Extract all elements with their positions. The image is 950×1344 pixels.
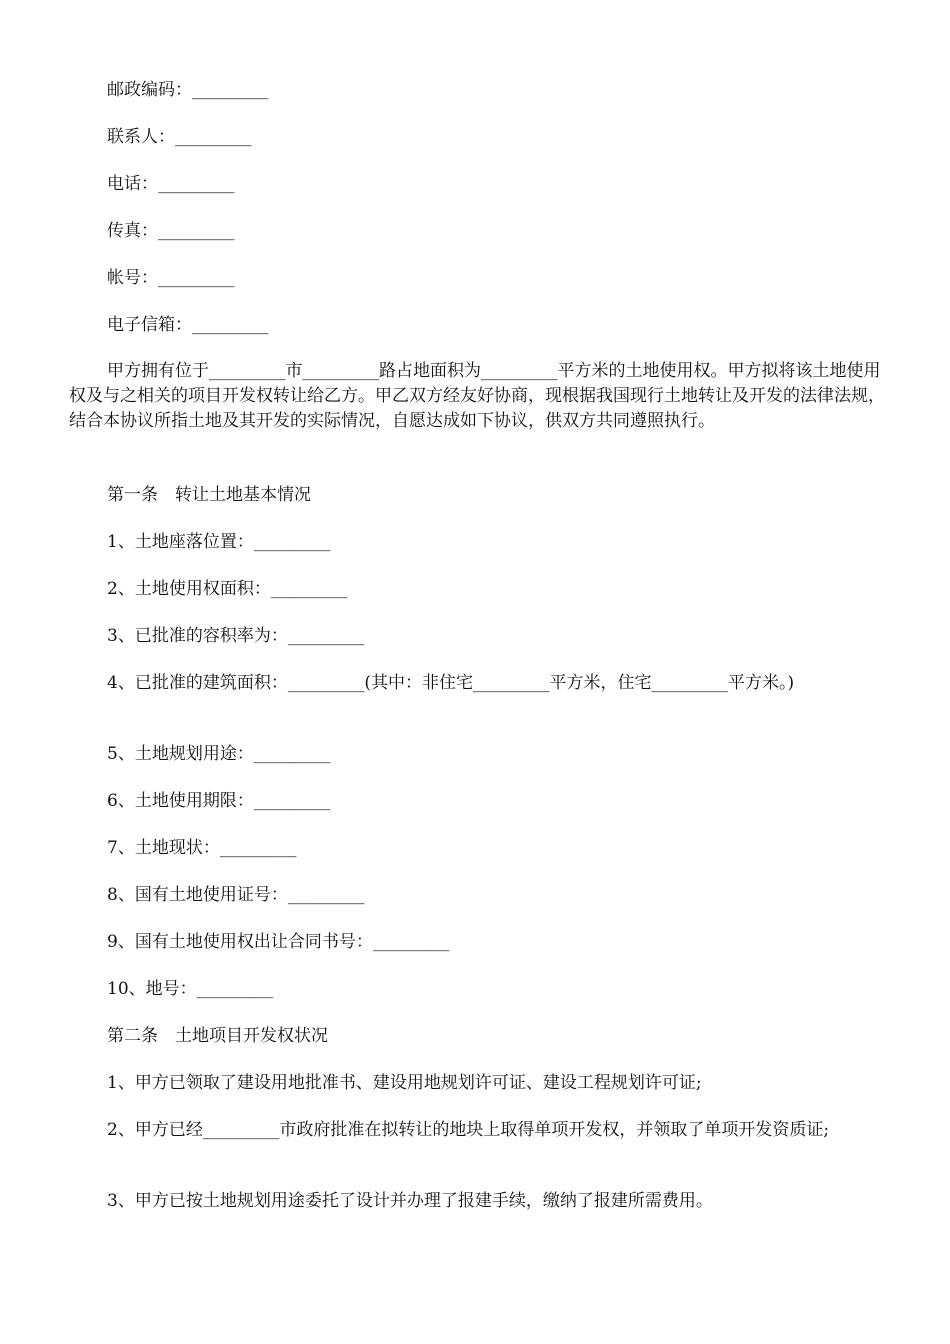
article1-item: 9、国有土地使用权出让合同书号：_________: [107, 932, 450, 952]
article2-item: 3、甲方已按土地规划用途委托了设计并办理了报建手续，缴纳了报建所需费用。: [107, 1191, 713, 1211]
article1-item: 10、地号：_________: [107, 979, 274, 999]
article1-item: 5、土地规划用途：_________: [107, 744, 331, 764]
article2-item: 2、甲方已经_________市政府批准在拟转让的地块上取得单项开发权，并领取了单项开发资质证;: [107, 1120, 830, 1140]
article2-item: 1、甲方已领取了建设用地批准书、建设用地规划许可证、建设工程规划许可证;: [107, 1073, 702, 1093]
article1-item: 4、已批准的建筑面积：_________(其中：非住宅_________平方米，住宅_________平方米。): [107, 673, 795, 693]
article1-item: 8、国有土地使用证号：_________: [107, 885, 365, 905]
article1-item: 1、土地座落位置：_________: [107, 532, 331, 552]
phone-field: 电话：_________: [107, 174, 235, 194]
article1-item: 3、已批准的容积率为：_________: [107, 626, 365, 646]
contact-person-field: 联系人：_________: [107, 127, 252, 147]
account-field: 帐号：_________: [107, 268, 235, 288]
fax-field: 传真：_________: [107, 221, 235, 241]
postal-code-field: 邮政编码：_________: [107, 80, 269, 100]
article2-title: 第二条 土地项目开发权状况: [107, 1026, 328, 1046]
article1-title: 第一条 转让土地基本情况: [107, 485, 311, 505]
article1-item: 7、土地现状：_________: [107, 838, 297, 858]
article1-item: 6、土地使用期限：_________: [107, 791, 331, 811]
article1-item: 2、土地使用权面积：_________: [107, 579, 348, 599]
email-field: 电子信箱：_________: [107, 315, 269, 335]
intro-paragraph: 甲方拥有位于_________市_________路占地面积为_________平方米的土地使用权。甲方拟将该土地使用权及与之相关的项目开发权转让给乙方。甲乙双方经友好协商，现根据我国现行土地转让及开发的法律法规，结合本协议所指土地及其开发的实际情况，自愿达成如下协议，供双方共同遵照执行。: [69, 361, 885, 431]
